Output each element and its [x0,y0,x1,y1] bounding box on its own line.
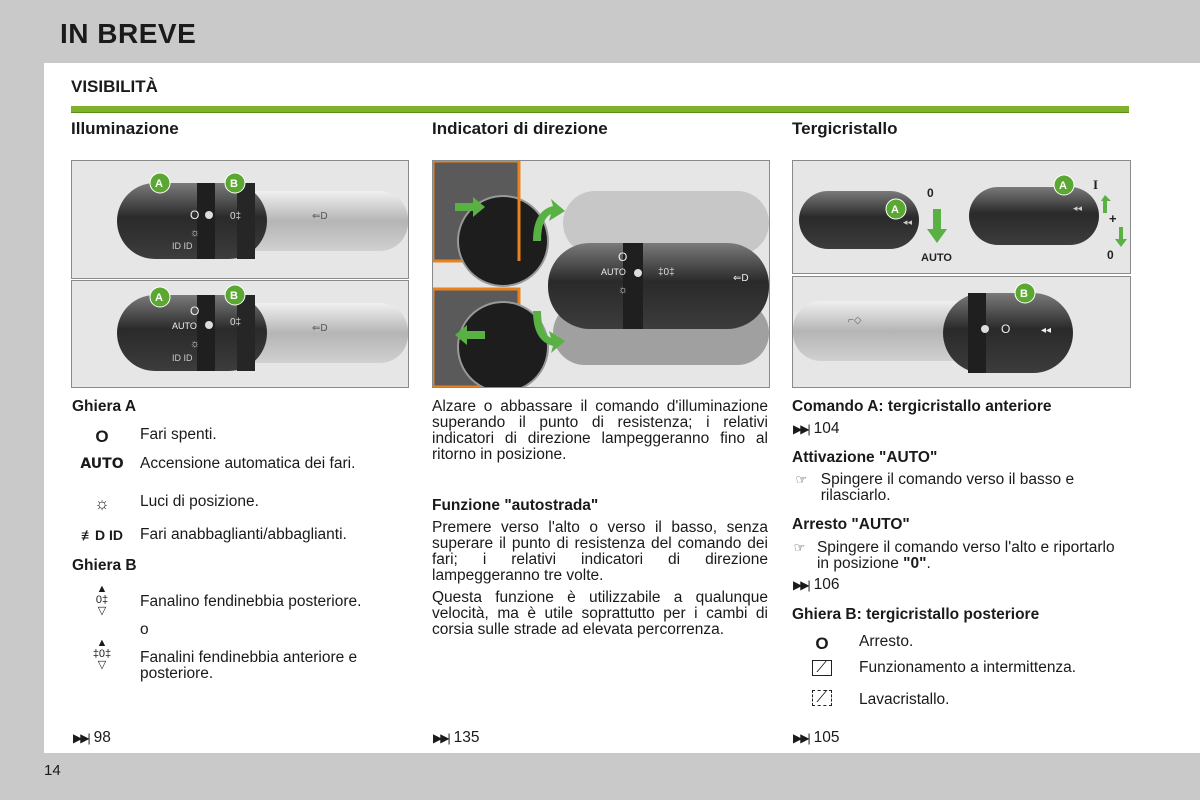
hand-pointer-icon: ☞ [793,540,806,555]
list-item: ☞ Spingere il comando verso l'alto e riportarlo in posizione "0". [793,539,1115,572]
svg-text:+: + [1109,211,1117,226]
lighting-stalk-image-2 [71,280,409,388]
dipped-main-beam-icon: ≢D ID [81,527,123,543]
list-item: AUTO Accensione automatica dei fari. [80,455,356,472]
svg-text:AUTO: AUTO [601,267,626,277]
marker-b-label: B [230,178,238,190]
wiper-off-icon: O [815,634,829,653]
page-ref-icon: ▶▶| [793,731,809,745]
list-item: ⟋ Funzionamento a intermittenza. [792,660,1076,676]
wiper-stalk-image-1 [792,160,1131,274]
page-header [0,0,1200,63]
list-item: ▲ 0‡ ▽ Fanalino fendinebbia posteriore. [72,584,361,617]
lights-off-icon: O [95,427,109,446]
page-reference[interactable]: ▶▶| 104 [793,420,840,437]
comando-a-heading: Comando A: tergicristallo anteriore [792,398,1052,415]
position-lights-icon: ☼ [94,494,110,513]
autostrada-heading: Funzione "autostrada" [432,497,599,514]
marker-a-label: A [155,178,163,190]
svg-text:0‡: 0‡ [230,317,242,328]
page-reference[interactable]: ▶▶| 98 [73,729,111,746]
hand-pointer-icon: ☞ [795,472,808,487]
auto-on-heading: Attivazione "AUTO" [792,449,938,466]
auto-off-heading: Arresto "AUTO" [792,516,910,533]
front-rear-foglamp-icon: ▲ ‡0‡ ▽ [92,637,112,671]
svg-text:I: I [1093,177,1099,192]
indicatori-title: Indicatori di direzione [432,119,608,138]
page-ref-icon: ▶▶| [433,731,449,745]
page-number: 14 [44,762,61,779]
ghiera-b-rear-heading: Ghiera B: tergicristallo posteriore [792,606,1040,623]
page-ref-icon: ▶▶| [793,422,809,436]
lighting-stalk-image-1 [71,160,409,279]
ghiera-a-heading: Ghiera A [72,398,137,415]
section-title: VISIBILITÀ [71,77,158,96]
list-item: ▲ ‡0‡ ▽ Fanalini fendinebbia anteriore e posteriore. [72,638,410,682]
svg-text:☼: ☼ [190,227,201,239]
svg-text:0: 0 [927,186,934,200]
page-ref-icon: ▶▶| [793,578,809,592]
svg-text:AUTO: AUTO [172,321,197,331]
svg-text:ID ID: ID ID [172,353,193,363]
auto-icon: AUTO [80,456,124,472]
list-item: O Fari spenti. [95,426,217,446]
rear-wiper-intermittent-icon: ⟋ [812,660,831,676]
autostrada-paragraph-1: Premere verso l'alto o verso il basso, senza superare il punto di resistenza del comando dei fari; i relativi indicatori di direzione lampeggeranno tre volte. [432,519,768,584]
svg-text:◂◂: ◂◂ [1041,325,1052,336]
page-ref-icon: ▶▶| [73,731,89,745]
page-title: IN BREVE [60,18,197,49]
svg-text:A: A [155,292,163,304]
page-reference[interactable]: ▶▶| 105 [793,729,840,746]
section-divider [71,106,1129,113]
indicator-stalk-image [432,160,770,388]
ghiera-b-heading: Ghiera B [72,557,137,574]
tergicristallo-title: Tergicristallo [792,119,898,138]
svg-text:‡0‡: ‡0‡ [658,267,675,278]
svg-text:AUTO: AUTO [921,252,952,264]
svg-text:O: O [190,304,200,318]
indicatori-paragraph: Alzare o abbassare il comando d'illuminazione superando il punto di resistenza; i relativi indicatori di direzione lampeggeranno fino al ritorno in posizione. [432,398,768,463]
list-item: ≢D ID Fari anabbaglianti/abbaglianti. [81,526,347,543]
svg-text:☼: ☼ [618,284,629,296]
list-item: ☞ Spingere il comando verso il basso e rilasciarlo. [792,472,1128,504]
svg-text:ID ID: ID ID [172,241,193,251]
svg-text:A: A [891,204,899,216]
or-text: o [140,621,149,638]
svg-text:O: O [1001,322,1011,336]
svg-text:0: 0 [1107,248,1114,262]
svg-text:0‡: 0‡ [230,211,242,222]
rear-foglamp-icon: ▲ 0‡ ▽ [95,583,109,617]
svg-text:◂◂: ◂◂ [903,217,913,227]
illuminazione-title: Illuminazione [71,119,179,138]
svg-text:B: B [230,290,238,302]
rear-washer-icon: ⟋ [812,690,831,706]
svg-text:⌐◇: ⌐◇ [848,315,862,326]
page-reference[interactable]: ▶▶| 106 [793,576,840,593]
wiper-stalk-image-2 [792,276,1131,388]
list-item: ⟋ Lavacristallo. [792,690,949,708]
svg-text:B: B [1020,288,1028,300]
svg-text:◂◂: ◂◂ [1073,203,1083,213]
stalk-o-label: O [190,208,200,222]
page-reference[interactable]: ▶▶| 135 [433,729,480,746]
svg-text:⇐D: ⇐D [733,273,749,284]
list-item: ☼ Luci di posizione. [94,493,259,513]
list-item: O Arresto. [815,633,914,653]
svg-text:⇐D: ⇐D [312,211,328,222]
svg-text:O: O [618,250,628,264]
autostrada-paragraph-2: Questa funzione è utilizzabile a qualunque velocità, ma è utile soprattutto per i cambi di corsia sulle strade ad elevata percorrenza. [432,589,768,638]
svg-text:⇐D: ⇐D [312,323,328,334]
svg-text:A: A [1059,180,1067,192]
svg-text:☼: ☼ [190,338,201,350]
